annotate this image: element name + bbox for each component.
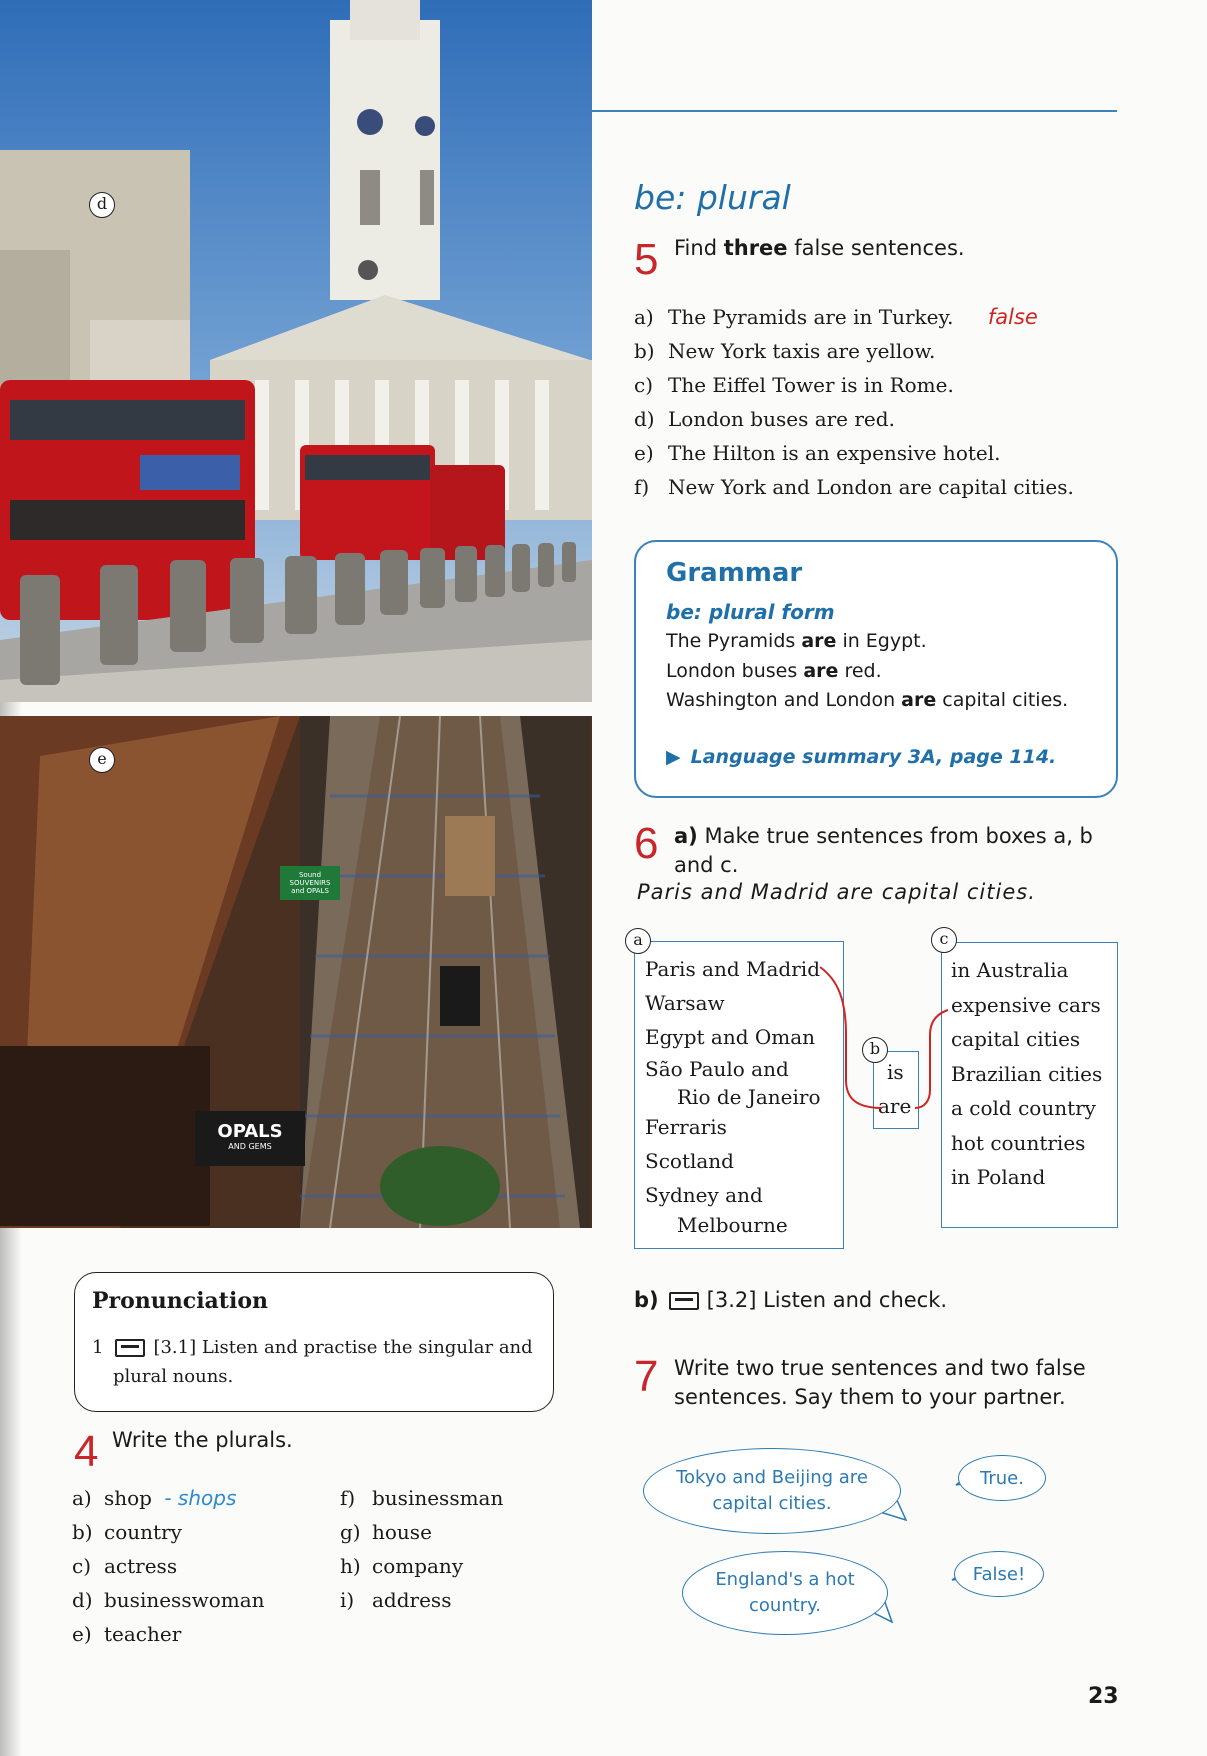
item-letter: a) xyxy=(634,305,654,329)
list-item: Egypt and Oman xyxy=(645,1025,816,1049)
language-summary-link[interactable] xyxy=(666,746,1056,768)
item-text: country xyxy=(104,1520,182,1544)
ex5-instr-pre: Find xyxy=(674,236,724,260)
bubble-text: England's a hot country. xyxy=(715,1569,855,1616)
list-item: Scotland xyxy=(645,1149,734,1173)
speech-bubble-true xyxy=(958,1455,1046,1501)
exercise-4-number: 4 xyxy=(74,1427,99,1476)
handwritten-answer: - shops xyxy=(164,1486,237,1510)
item-letter: f) xyxy=(340,1486,356,1510)
item-letter: d) xyxy=(72,1588,93,1612)
pronunciation-box xyxy=(74,1272,554,1412)
grammar-line-bold: are xyxy=(901,689,937,711)
box-c-label: c xyxy=(931,927,957,953)
item-text: The Pyramids are in Turkey. xyxy=(668,305,954,329)
item-text: shop xyxy=(104,1486,152,1510)
section-title: be: plural xyxy=(634,178,791,217)
photo-d-church-buses xyxy=(0,0,592,702)
item-letter: g) xyxy=(340,1520,361,1544)
box-b-label: b xyxy=(862,1037,888,1063)
item-letter: b) xyxy=(72,1520,93,1544)
cassette-icon[interactable] xyxy=(115,1339,145,1357)
grammar-box xyxy=(634,540,1118,798)
list-item xyxy=(634,441,1000,465)
exercise-6-instruction xyxy=(674,822,1093,880)
grammar-line-post: in Egypt. xyxy=(836,630,927,652)
handwritten-false-note: false xyxy=(987,305,1038,329)
list-item: Ferraris xyxy=(645,1115,727,1139)
sign-opals xyxy=(198,1121,302,1151)
pronunciation-item-number: 1 xyxy=(92,1337,104,1358)
play-arrow-icon: ▶ xyxy=(666,746,681,768)
list-item: in Australia xyxy=(951,958,1069,982)
item-text: New York taxis are yellow. xyxy=(668,339,936,363)
list-item: Paris and Madrid xyxy=(645,957,820,981)
sign-souvenirs xyxy=(283,871,337,895)
bubble-text: Tokyo and Beijing are capital cities. xyxy=(676,1467,868,1514)
item-letter: c) xyxy=(72,1554,92,1578)
pronunciation-line1: [3.1] Listen and practise the singular and xyxy=(153,1337,533,1358)
photo-d-label: d xyxy=(89,192,115,218)
grammar-subtitle: be: plural form xyxy=(666,600,835,624)
box-a-label: a xyxy=(625,928,651,954)
list-item: Sydney and xyxy=(645,1183,763,1207)
ex6-handwritten-answer: Paris and Madrid are capital cities. xyxy=(637,880,1036,904)
list-item xyxy=(634,305,1038,329)
list-item xyxy=(634,407,895,431)
list-item xyxy=(340,1520,432,1544)
list-item xyxy=(72,1486,236,1510)
item-text: actress xyxy=(104,1554,178,1578)
item-text: businesswoman xyxy=(104,1588,265,1612)
language-summary-text: Language summary 3A, page 114. xyxy=(690,746,1057,768)
item-text: The Eiffel Tower is in Rome. xyxy=(668,373,954,397)
item-letter: e) xyxy=(634,441,654,465)
list-item: hot countries xyxy=(951,1130,1086,1155)
pronunciation-title: Pronunciation xyxy=(92,1288,268,1314)
item-text: company xyxy=(372,1554,464,1578)
exercise-7-instruction xyxy=(674,1354,1086,1412)
ex5-instr-bold: three xyxy=(723,236,788,260)
exercise-6-number: 6 xyxy=(634,819,659,868)
grammar-line xyxy=(666,660,882,682)
photo-e-arcade xyxy=(0,716,592,1228)
pronunciation-item xyxy=(92,1333,533,1391)
list-item xyxy=(634,373,954,397)
list-item: Warsaw xyxy=(645,991,725,1015)
photo-d-illustration xyxy=(0,0,592,702)
ex5-instr-post: false sentences. xyxy=(787,236,965,260)
sign-souvenirs-text: Sound SOUVENIRS and OPALS xyxy=(289,871,331,895)
list-item xyxy=(634,339,935,363)
grammar-line-bold: are xyxy=(803,660,839,682)
cassette-icon[interactable] xyxy=(669,1292,699,1310)
pronunciation-line2: plural nouns. xyxy=(113,1366,234,1387)
box-b-are: are xyxy=(878,1094,912,1118)
grammar-line xyxy=(666,630,927,652)
sign-opals-sub: AND GEMS xyxy=(228,1142,272,1151)
speech-bubble-england xyxy=(682,1551,888,1635)
connector-b-to-c xyxy=(915,1010,948,1108)
list-item xyxy=(72,1554,177,1578)
list-item xyxy=(340,1486,503,1510)
item-text: teacher xyxy=(104,1622,182,1646)
grammar-line-post: capital cities. xyxy=(936,689,1069,711)
exercise-7-number: 7 xyxy=(634,1352,659,1401)
item-letter: a) xyxy=(72,1486,92,1510)
ex6-part-b-label: b) xyxy=(634,1288,659,1312)
bubble-text: False! xyxy=(972,1563,1026,1585)
item-letter: c) xyxy=(634,373,654,397)
item-text: London buses are red. xyxy=(668,407,895,431)
list-item: Melbourne xyxy=(677,1213,788,1237)
item-letter: b) xyxy=(634,339,655,363)
list-item: capital cities xyxy=(951,1027,1081,1051)
ex6-instr-line2: and c. xyxy=(674,853,739,877)
exercise-4-instruction: Write the plurals. xyxy=(112,1428,293,1452)
list-item: expensive cars xyxy=(951,992,1101,1017)
list-item xyxy=(72,1622,181,1646)
item-text: house xyxy=(372,1520,432,1544)
list-item xyxy=(72,1520,182,1544)
list-item: São Paulo and xyxy=(645,1057,789,1081)
grammar-line-pre: The Pyramids xyxy=(666,630,802,652)
item-letter: f) xyxy=(634,475,650,499)
ex7-line2: sentences. Say them to your partner. xyxy=(674,1385,1066,1409)
grammar-title: Grammar xyxy=(666,558,803,588)
ex6-part-b xyxy=(634,1288,947,1312)
grammar-line-bold: are xyxy=(801,630,837,652)
list-item: Brazilian cities xyxy=(951,1061,1103,1086)
photo-e-label: e xyxy=(89,747,115,773)
item-text: New York and London are capital cities. xyxy=(668,475,1074,499)
box-b-is: is xyxy=(887,1060,904,1084)
top-rule xyxy=(592,110,1117,112)
ex6-instr-line1: Make true sentences from boxes a, b xyxy=(697,824,1093,848)
item-letter: h) xyxy=(340,1554,361,1578)
item-text: The Hilton is an expensive hotel. xyxy=(668,441,1001,465)
grammar-line xyxy=(666,689,1068,711)
grammar-line-pre: London buses xyxy=(666,660,804,682)
speech-bubble-tokyo xyxy=(643,1448,901,1534)
item-text: businessman xyxy=(372,1486,504,1510)
bubble-text: True. xyxy=(980,1467,1024,1489)
item-letter: i) xyxy=(340,1588,355,1612)
item-text: address xyxy=(372,1588,452,1612)
page-number: 23 xyxy=(1088,1684,1119,1709)
list-item xyxy=(634,475,1074,499)
grammar-line-post: red. xyxy=(838,660,882,682)
list-item xyxy=(72,1588,265,1612)
list-item xyxy=(340,1588,451,1612)
item-letter: d) xyxy=(634,407,655,431)
ex6-part-a-label: a) xyxy=(674,824,698,848)
list-item xyxy=(340,1554,463,1578)
photo-e-illustration xyxy=(0,716,592,1228)
answer-connector-lines xyxy=(600,940,1160,1140)
list-item: in Poland xyxy=(951,1165,1046,1189)
list-item: Rio de Janeiro xyxy=(677,1085,821,1109)
speech-bubble-false xyxy=(954,1551,1044,1597)
exercise-5-instruction xyxy=(674,236,965,260)
item-letter: e) xyxy=(72,1622,92,1646)
sign-opals-text: OPALS xyxy=(217,1121,283,1142)
list-item: a cold country xyxy=(951,1096,1096,1120)
exercise-5-number: 5 xyxy=(634,235,659,284)
grammar-line-pre: Washington and London xyxy=(666,689,902,711)
ex6-part-b-text: [3.2] Listen and check. xyxy=(706,1288,948,1312)
connector-a-to-b xyxy=(820,967,882,1108)
ex7-line1: Write two true sentences and two false xyxy=(674,1356,1086,1380)
